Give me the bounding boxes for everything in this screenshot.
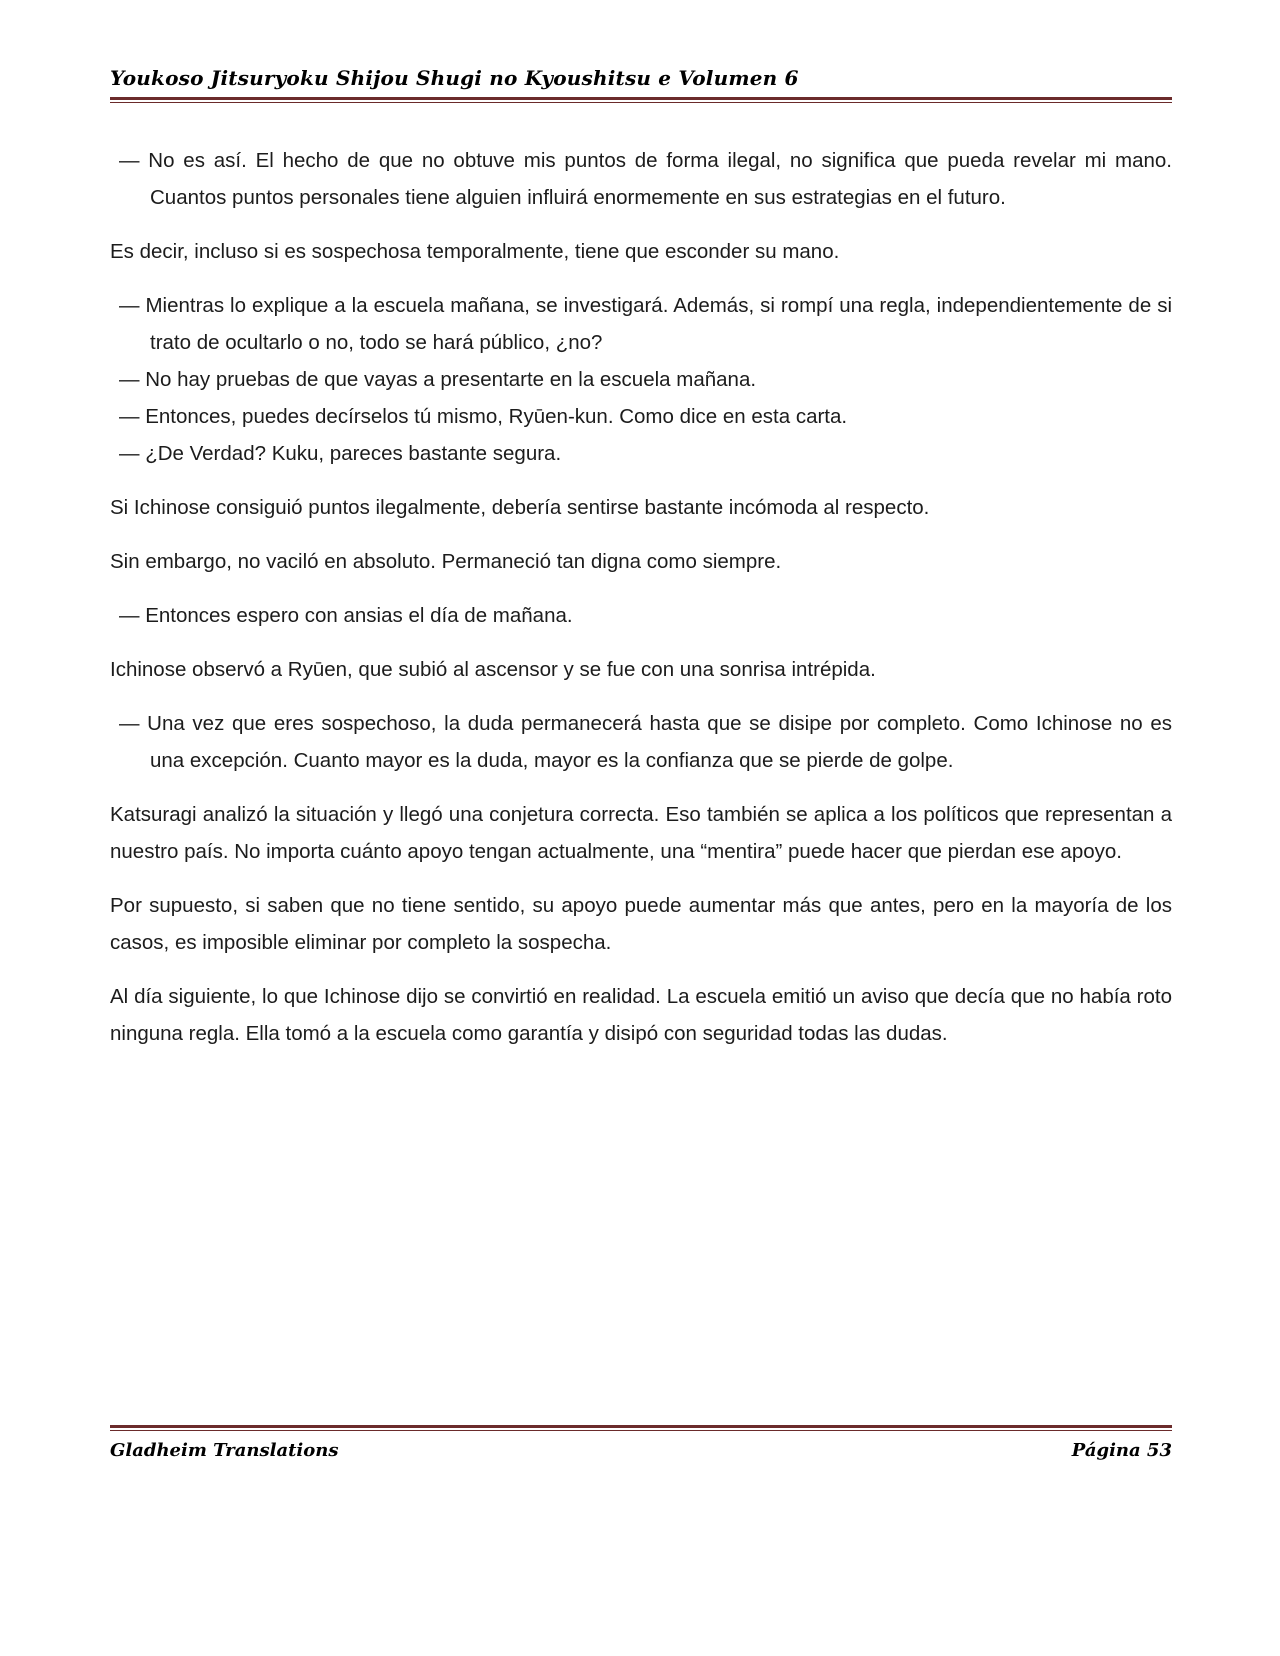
paragraph: Sin embargo, no vaciló en absoluto. Permaneció tan digna como siempre.: [110, 550, 782, 573]
paragraph: — ¿De Verdad? Kuku, pareces bastante segura.: [119, 442, 562, 465]
paragraph: — No hay pruebas de que vayas a presentarte en la escuela mañana.: [119, 368, 757, 391]
paragraph: — Una vez que eres sospechoso, la duda permanecerá hasta que se disipe por completo. Como Ichinose no es una excepción. Cuanto mayor es la duda, mayor es la confianza que se pierde de golpe.: [119, 712, 1172, 772]
page-footer: [110, 1418, 1172, 1461]
paragraph: Al día siguiente, lo que Ichinose dijo se convirtió en realidad. La escuela emitió un aviso que decía que no había roto ninguna regla. Ella tomó a la escuela como garantía y disipó con seguridad todas las dudas.: [110, 985, 1172, 1045]
header-title: Youkoso Jitsuryoku Shijou Shugi no Kyoushitsu e Volumen 6: [110, 66, 799, 90]
paragraph: — Entonces espero con ansias el día de mañana.: [119, 604, 573, 627]
paragraph: — Mientras lo explique a la escuela mañana, se investigará. Además, si rompí una regla, independientemente de si trato de ocultarlo o no, todo se hará público, ¿no?: [119, 294, 1172, 354]
paragraph: Es decir, incluso si es sospechosa temporalmente, tiene que esconder su mano.: [110, 240, 840, 263]
page-header: [110, 66, 1172, 103]
paragraph: — No es así. El hecho de que no obtuve mis puntos de forma ilegal, no significa que pueda revelar mi mano. Cuantos puntos personales tiene alguien influirá enormemente en sus estrategias en el futuro.: [119, 149, 1172, 209]
paragraph: Si Ichinose consiguió puntos ilegalmente, debería sentirse bastante incómoda al respecto.: [110, 496, 930, 519]
paragraph: — Entonces, puedes decírselos tú mismo, Ryūen-kun. Como dice en esta carta.: [119, 405, 848, 428]
footer-translator: Gladheim Translations: [110, 1440, 339, 1461]
header-rule: [110, 97, 1172, 103]
paragraph: Por supuesto, si saben que no tiene sentido, su apoyo puede aumentar más que antes, pero en la mayoría de los casos, es imposible eliminar por completo la sospecha.: [110, 894, 1172, 954]
paragraph: Katsuragi analizó la situación y llegó una conjetura correcta. Eso también se aplica a los políticos que representan a nuestro país. No importa cuánto apoyo tengan actualmente, una “mentira” puede hacer que pierdan ese apoyo.: [110, 803, 1172, 863]
page-body: [110, 142, 1172, 1069]
footer-page-number: Página 53: [1071, 1440, 1172, 1461]
footer-rule: [110, 1425, 1172, 1431]
paragraph: Ichinose observó a Ryūen, que subió al ascensor y se fue con una sonrisa intrépida.: [110, 658, 876, 681]
